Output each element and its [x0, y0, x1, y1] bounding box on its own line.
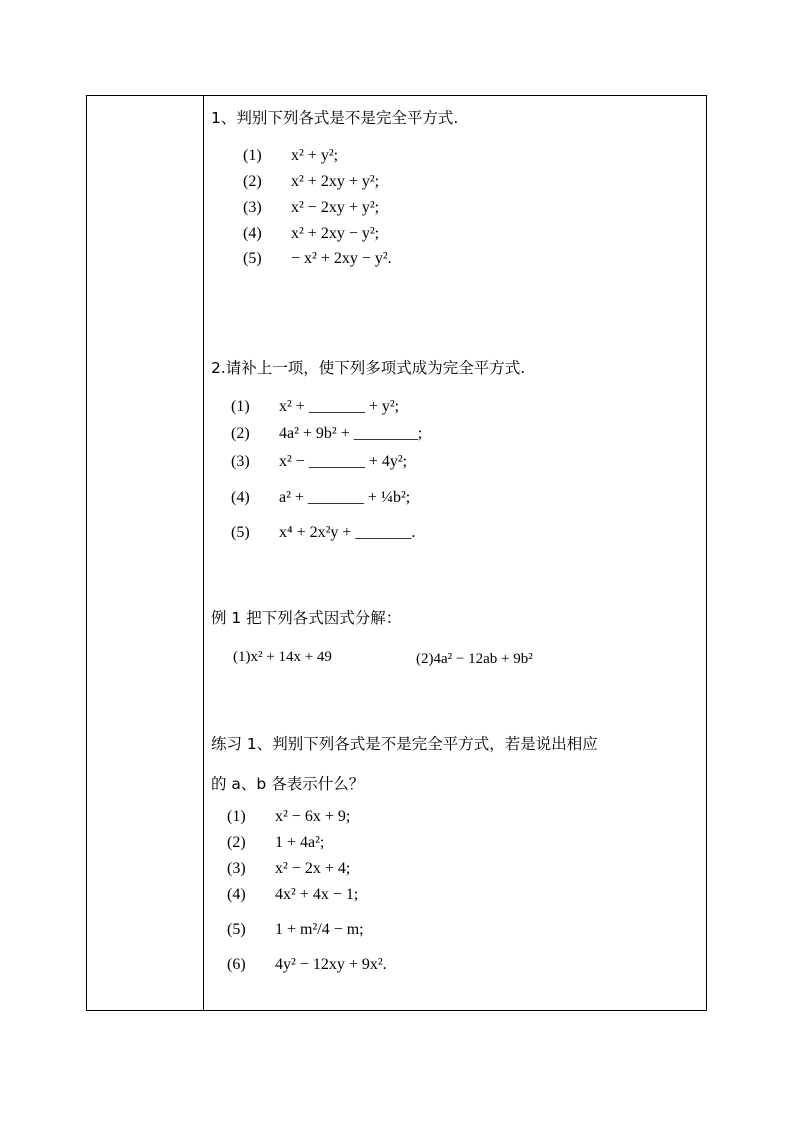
q2-item-2: (2) 4a² + 9b² + ________;	[231, 425, 423, 442]
example-title: 例 1 把下列各式因式分解：	[211, 609, 402, 627]
example-item-1: (1)x² + 14x + 49	[233, 649, 332, 665]
q2-item-3: (3) x² − _______ + 4y²;	[231, 453, 408, 470]
q2-item-4: (4) a² + _______ + ¼b²;	[231, 489, 411, 506]
q1-item-5: (5) − x² + 2xy − y².	[243, 250, 392, 267]
practice-title-line-1: 练习 1、判别下列各式是不是完全平方式，若是说出相应	[211, 735, 598, 753]
q1-item-2: (2) x² + 2xy + y²;	[243, 173, 380, 190]
q1-item-3: (3) x² − 2xy + y²;	[243, 199, 380, 216]
q1-item-1: (1) x² + y²;	[243, 147, 339, 164]
column-divider	[203, 96, 204, 1010]
practice-item-6: (6) 4y² − 12xy + 9x².	[227, 956, 387, 973]
q2-title: 2.请补上一项，使下列多项式成为完全平方式.	[211, 359, 526, 377]
q2-item-5: (5) x⁴ + 2x²y + _______.	[231, 524, 416, 541]
worksheet-table	[86, 95, 707, 1011]
q1-item-4: (4) x² + 2xy − y²;	[243, 225, 380, 242]
q2-item-1: (1) x² + _______ + y²;	[231, 398, 400, 415]
practice-title-line-2: 的 a、b 各表示什么？	[211, 775, 365, 793]
practice-item-5: (5) 1 + m²/4 − m;	[227, 921, 364, 938]
practice-item-4: (4) 4x² + 4x − 1;	[227, 886, 359, 903]
practice-item-2: (2) 1 + 4a²;	[227, 834, 325, 851]
example-item-2: (2)4a² − 12ab + 9b²	[416, 651, 533, 667]
practice-item-1: (1) x² − 6x + 9;	[227, 808, 351, 825]
practice-item-3: (3) x² − 2x + 4;	[227, 860, 351, 877]
q1-title: 1、判别下列各式是不是完全平方式.	[211, 109, 459, 127]
